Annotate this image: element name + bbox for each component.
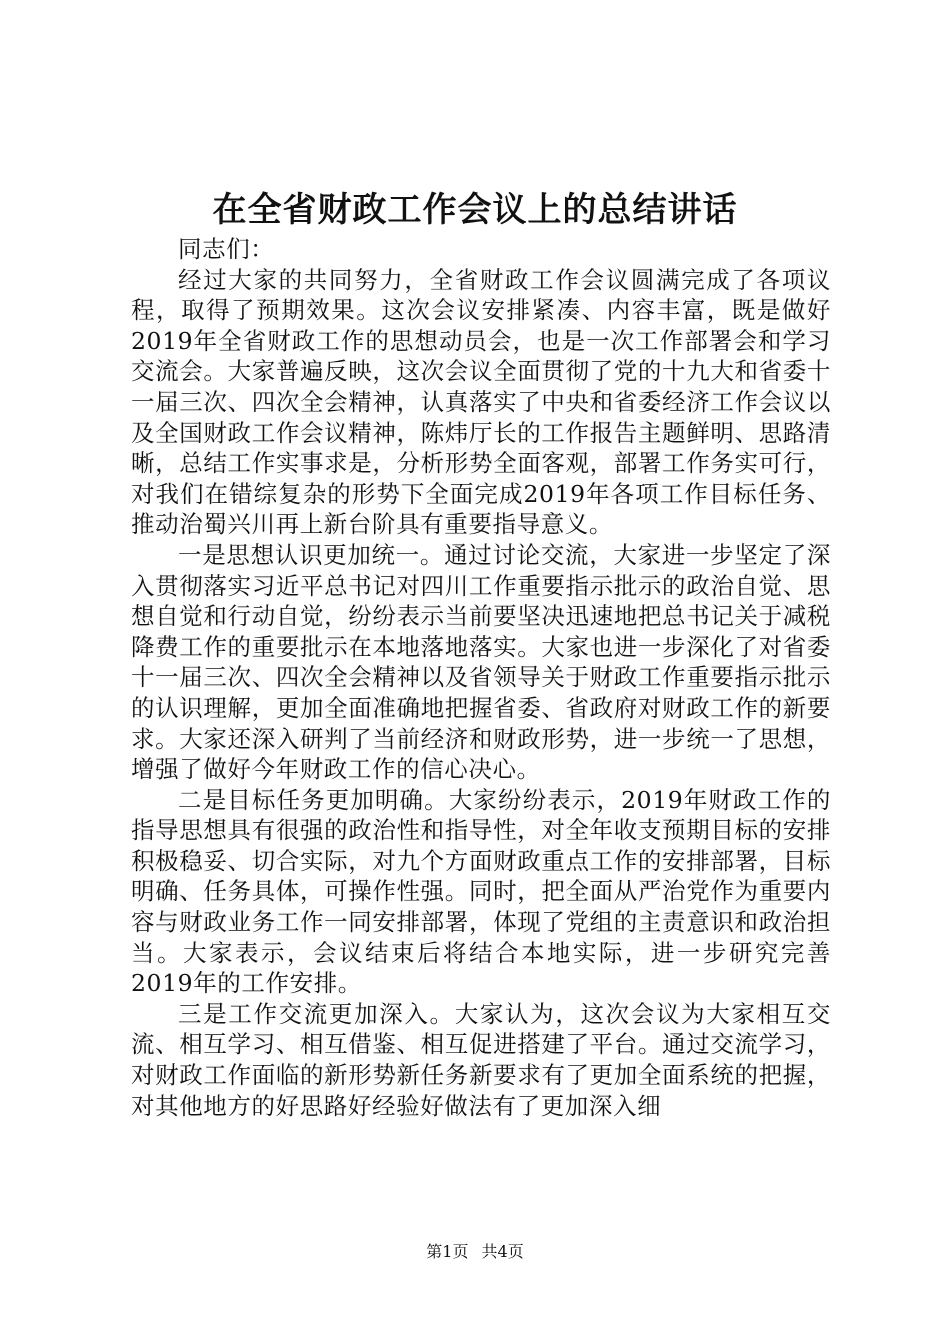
page-total: 共4页 <box>481 1242 524 1261</box>
document-title: 在全省财政工作会议上的总结讲话 <box>212 190 738 230</box>
paragraph-point-3: 三是工作交流更加深入。大家认为，这次会议为大家相互交流、相互学习、相互借鉴、相互促进搭建了平台。通过交流学习，对财政工作面临的新形势新任务新要求有了更加全面系统的把握，对其他地方的好思路好经验好做法有了更加深入细 <box>131 999 831 1120</box>
document-body <box>131 234 831 1121</box>
page-footer <box>0 1240 950 1264</box>
salutation: 同志们： <box>178 235 275 263</box>
paragraph-intro: 经过大家的共同努力，全省财政工作会议圆满完成了各项议程，取得了预期效果。这次会议安排紧凑、内容丰富，既是做好2019年全省财政工作的思想动员会，也是一次工作部署会和学习交流会。大家普遍反映，这次会议全面贯彻了党的十九大和省委十一届三次、四次全会精神，认真落实了中央和省委经济工作会议以及全国财政工作会议精神，陈炜厅长的工作报告主题鲜明、思路清晰，总结工作实事求是，分析形势全面客观，部署工作务实可行，对我们在错综复杂的形势下全面完成2019年各项工作目标任务、推动治蜀兴川再上新台阶具有重要指导意义。 <box>131 265 831 539</box>
paragraph-point-1: 一是思想认识更加统一。通过讨论交流，大家进一步坚定了深入贯彻落实习近平总书记对四川工作重要指示批示的政治自觉、思想自觉和行动自觉，纷纷表示当前要坚决迅速地把总书记关于减税降费工作的重要批示在本地落地落实。大家也进一步深化了对省委十一届三次、四次全会精神以及省领导关于财政工作重要指示批示的认识理解，更加全面准确地把握省委、省政府对财政工作的新要求。大家还深入研判了当前经济和财政形势，进一步统一了思想，增强了做好今年财政工作的信心决心。 <box>131 540 831 784</box>
page-number: 第1页 <box>426 1242 469 1261</box>
paragraph-point-2: 二是目标任务更加明确。大家纷纷表示，2019年财政工作的指导思想具有很强的政治性和指导性，对全年收支预期目标的安排积极稳妥、切合实际，对九个方面财政重点工作的安排部署，目标明确、任务具体，可操作性强。同时，把全面从严治党作为重要内容与财政业务工作一同安排部署，体现了党组的主责意识和政治担当。大家表示，会议结束后将结合本地实际，进一步研究完善2019年的工作安排。 <box>131 785 831 998</box>
